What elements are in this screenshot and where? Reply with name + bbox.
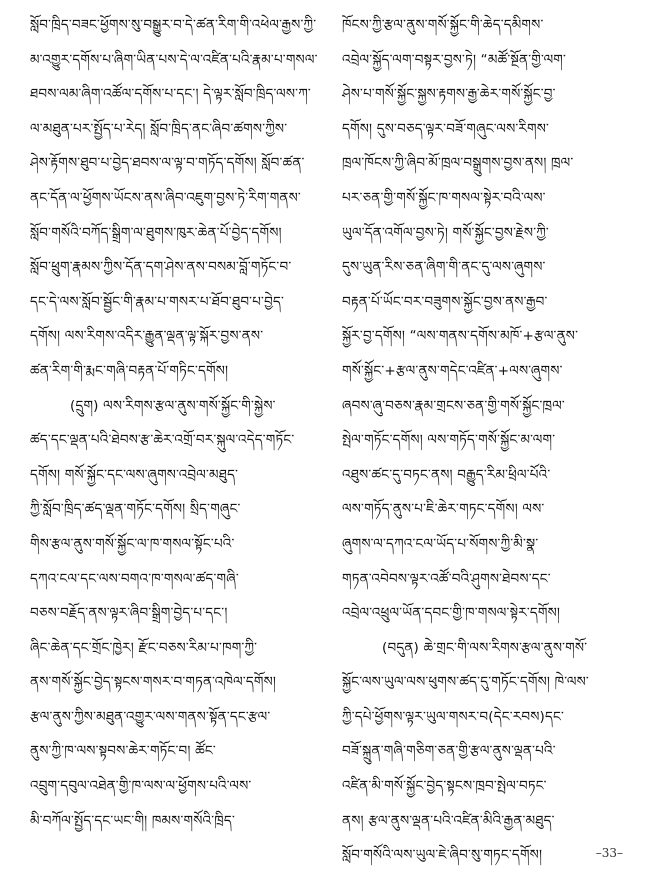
text-line: ཤེས་རྟོགས་ཐུབ་པ་བྱེད་ཐབས་ལ་ལྟ་བ་གཏོད་དགོས། སློབ་ཚན་ [30, 155, 305, 172]
right-text-column [342, 8, 638, 873]
left-text-column [30, 8, 326, 838]
text-line: ཡུལ་དོན་འགོལ་བྱས་ཏེ། གསོ་སྐྱོང་བྱས་རྗེས་ཀྱི་ [342, 224, 549, 241]
text-line: ནས། རྩལ་ནུས་ལྡན་པའི་འཛིན་མིའི་རྒྱན་མཐུད་ [342, 812, 555, 829]
text-line: བརྟན་པོ་ཡོང་བར་བཟུགས་སྐྱོང་བྱས་ནས་རྒྱབ་ [342, 293, 548, 310]
text-line: པར་ཅན་གྱི་གསོ་སྐྱོང་ཁ་གསལ་སྟེར་བའི་ལས་ [342, 189, 546, 206]
text-line: ཁོངས་ཀྱི་རྩལ་ནུས་གསོ་སྐྱོང་གི་ཆེད་དམིགས་ [342, 17, 544, 33]
text-line: འཐུས་ཚང་དུ་བཏང་ནས། བརྒྱུད་རིམ་ཕྲིལ་པོའི་ [342, 466, 551, 483]
text-line: སློབ་ཁྲིད་བཟང་ཕྱོགས་སུ་བསྒྱུར་བ་དེ་ཚན་རིག་གི་འཕེལ་རྒྱས་ཀྱི་ [30, 17, 317, 33]
text-line: དགོས། དུས་བཅད་ལྟར་བཟོ་གཞུང་ལས་རིགས་ [342, 120, 550, 137]
text-line: དཀའ་ངལ་དང་ལས་བགའ་ཁ་གསལ་ཚད་གཞི་ [30, 570, 239, 587]
text-line: ཞིང་ཆེན་དང་གྲོང་ཁྱེར། རྫོང་བཅས་རིམ་པ་ཁག་ཀྱི་ [30, 639, 258, 656]
text-line: འབྲེལ་སྐྱོད་ལག་བསྟར་བྱས་ཏེ། “མཚོ་སྔོན་གྱི་ལག་ [342, 51, 567, 68]
text-line: དུས་ཡུན་རིས་ཅན་ཞིག་གི་ནང་དུ་ལས་ཞུགས་ [342, 259, 546, 276]
text-line: བཅས་བརྗོད་ནས་ལྟར་ཞིབ་སྒྲིག་བྱེད་པ་དང་། [30, 605, 228, 622]
text-line: ཁྲལ་ཁོངས་ཀྱི་ཞིབ་མོ་ཁྲལ་བསྒྲུགས་བྱས་ནས། ཁྲལ་ [342, 155, 574, 172]
text-line: སློབ་གསོའི་བཀོད་སྒྲིག་ལ་ཐུགས་ཁུར་ཆེན་པོ་བྱེད་དགོས། [30, 224, 282, 241]
text-line: དགོས། ལས་རིགས་འདིར་རྒྱུན་ལྡན་ལྟ་སྐོར་བྱས་ནས་ [30, 328, 264, 345]
text-line: ཞབས་ཞུ་བཅས་རྣམ་གྲངས་ཅན་གྱི་གསོ་སྐྱོང་ཁྲལ་ [342, 397, 565, 414]
text-line: དགོས། གསོ་སྐྱོང་དང་ལས་ཞུགས་འབྲེལ་མཐུད་ [30, 466, 239, 483]
text-line: ཤེས་པ་གསོ་སྐྱོང་སྐྱས་རྟགས་རྒྱ་ཆེར་གསོ་སྐྱོང་བྱ་ [342, 86, 556, 103]
text-line: ནས་གསོ་སྐྱོང་བྱེད་སྟངས་གསར་བ་གཏན་འཁེལ་དགོས། [30, 674, 277, 691]
text-line: ཚན་རིག་གི་རྨང་གཞི་བརྟན་པོ་གཏིང་དགོས། [30, 362, 229, 379]
text-line: ནུས་ཀྱི་ཁ་ལས་སྟབས་ཆེར་གཏོང་བ། ཚོང་ [30, 743, 216, 760]
text-line: མ་འགྱུར་དགོས་པ་ཞིག་ཡིན་པས་དེ་ལ་འཛིན་པའི་རྣམ་པ་གསལ་ [30, 51, 318, 68]
text-line: སྐྱོར་བྱ་དགོས། “ལས་གནས་དགོས་མཁོ་+རྩལ་ནུས་ [342, 328, 579, 345]
text-line: ལས་གཏོད་ནུས་པ་ཇི་ཆེར་གཏང་དགོས། ལས་ [342, 501, 545, 518]
text-line: གསོ་སྐྱོང་+རྩལ་ནུས་གདེང་འཛིན་+ལས་ཞུགས་ [342, 362, 563, 379]
text-line: འཛིན་མི་གསོ་སྐྱོང་བྱེད་སྟངས་ཁྲབ་སྤེལ་བཏང་ [342, 778, 547, 795]
text-line: སྤེལ་གཏོང་དགོས། ལས་གཏོད་གསོ་སྐྱོང་མ་ལག་ [342, 432, 556, 449]
text-line: འབྲེལ་འཕྲུལ་ཡོན་དབང་གྱི་ཁ་གསལ་སྟེར་དགོས། [342, 605, 561, 622]
text-line: ནང་དོན་ལ་ཕྱོགས་ཡོངས་ནས་ཞིབ་འཇུག་བྱས་ཏེ་རིག་གནས་ [30, 189, 301, 206]
text-line: སྐྱོང་ལས་ཡུལ་ལས་ཕུགས་ཚད་དུ་གཏོང་དགོས། ཁེ་ལས་ [342, 674, 589, 691]
text-line: ཀྱི་སློབ་ཁྲིད་ཚད་ལྡན་གཏོང་དགོས། སྲིད་གཞུང་ [30, 501, 241, 518]
text-line: ཞུགས་ལ་དཀའ་ངལ་ཡོད་པ་སོགས་ཀྱི་མི་སྣ་ [342, 535, 539, 552]
text-line: གིས་རྩལ་ནུས་གསོ་སྐྱོང་ལ་ཁ་གསལ་སྟོང་པའི་ [30, 535, 235, 552]
text-line: གཏན་འབེབས་ལྟར་འཚོ་བའི་ཤུགས་ཐེབས་དང་ [342, 570, 551, 587]
text-line: ཀྱི་དཔེ་ཕྱོགས་ལྟར་ཡུལ་གསར་བ(དེང་རབས)དང་ [342, 708, 565, 725]
page-number: –33– [595, 846, 623, 860]
text-line: (དྲུག) ལས་རིགས་རྩལ་ནུས་གསོ་སྐྱོང་གི་སྐྱེས་ [70, 397, 276, 414]
text-line: (བདུན) ཆེ་གྲང་གི་ལས་རིགས་རྩལ་ནུས་གསོ་ [382, 639, 588, 656]
text-line: བཟོ་སྐྲུན་གཞི་གཅིག་ཅན་གྱི་རྩལ་ནུས་ལྡན་པའི་ [342, 743, 556, 760]
text-line: འབྲུག་དབུལ་འཐེན་གྱི་ཁ་ལས་ལ་ཕྱོགས་པའི་ལས་ [30, 778, 252, 795]
text-line: རྩལ་ནུས་ཀྱིས་མཐུན་འགྱུར་ལས་གནས་སྟོན་དང་རྩལ་ [30, 708, 271, 725]
text-line: ཚད་དང་ལྡན་པའི་ཐེབས་རྩ་ཆེར་འགྲོ་བར་སྐུལ་འདེད་གཏོང་ [30, 432, 295, 449]
text-line: མི་བཀོལ་སྤྱོད་དང་ཡང་གི། ཁམས་གསོའི་ཁྲིད་ [30, 812, 235, 829]
text-line: ལ་མཐུན་པར་སྤྱོད་པ་རེད། སློབ་ཁྲིད་ནང་ཞིབ་ཚགས་ཀྱིས་ [30, 120, 288, 137]
text-line: ཐབས་ལམ་ཞིག་འཚོལ་དགོས་པ་དང་། དེ་ལྟར་སློབ་ཁྲིད་ལས་ཀ་ [30, 86, 311, 103]
text-line: སློབ་གསོའི་ལས་ཡུལ་ཇེ་ཞིབ་སུ་གཏང་དགོས། [342, 847, 543, 864]
text-line: སློབ་ཕྲུག་རྣམས་ཀྱིས་དོན་དག་ཤེས་ནས་བསམ་བློ་གཏོང་བ་ [30, 259, 292, 276]
text-line: དང་དེ་ལས་སློབ་སྦྱོང་གི་རྣམ་པ་གསར་པ་ཐོབ་ཐུབ་པ་བྱེད་ [30, 293, 285, 310]
